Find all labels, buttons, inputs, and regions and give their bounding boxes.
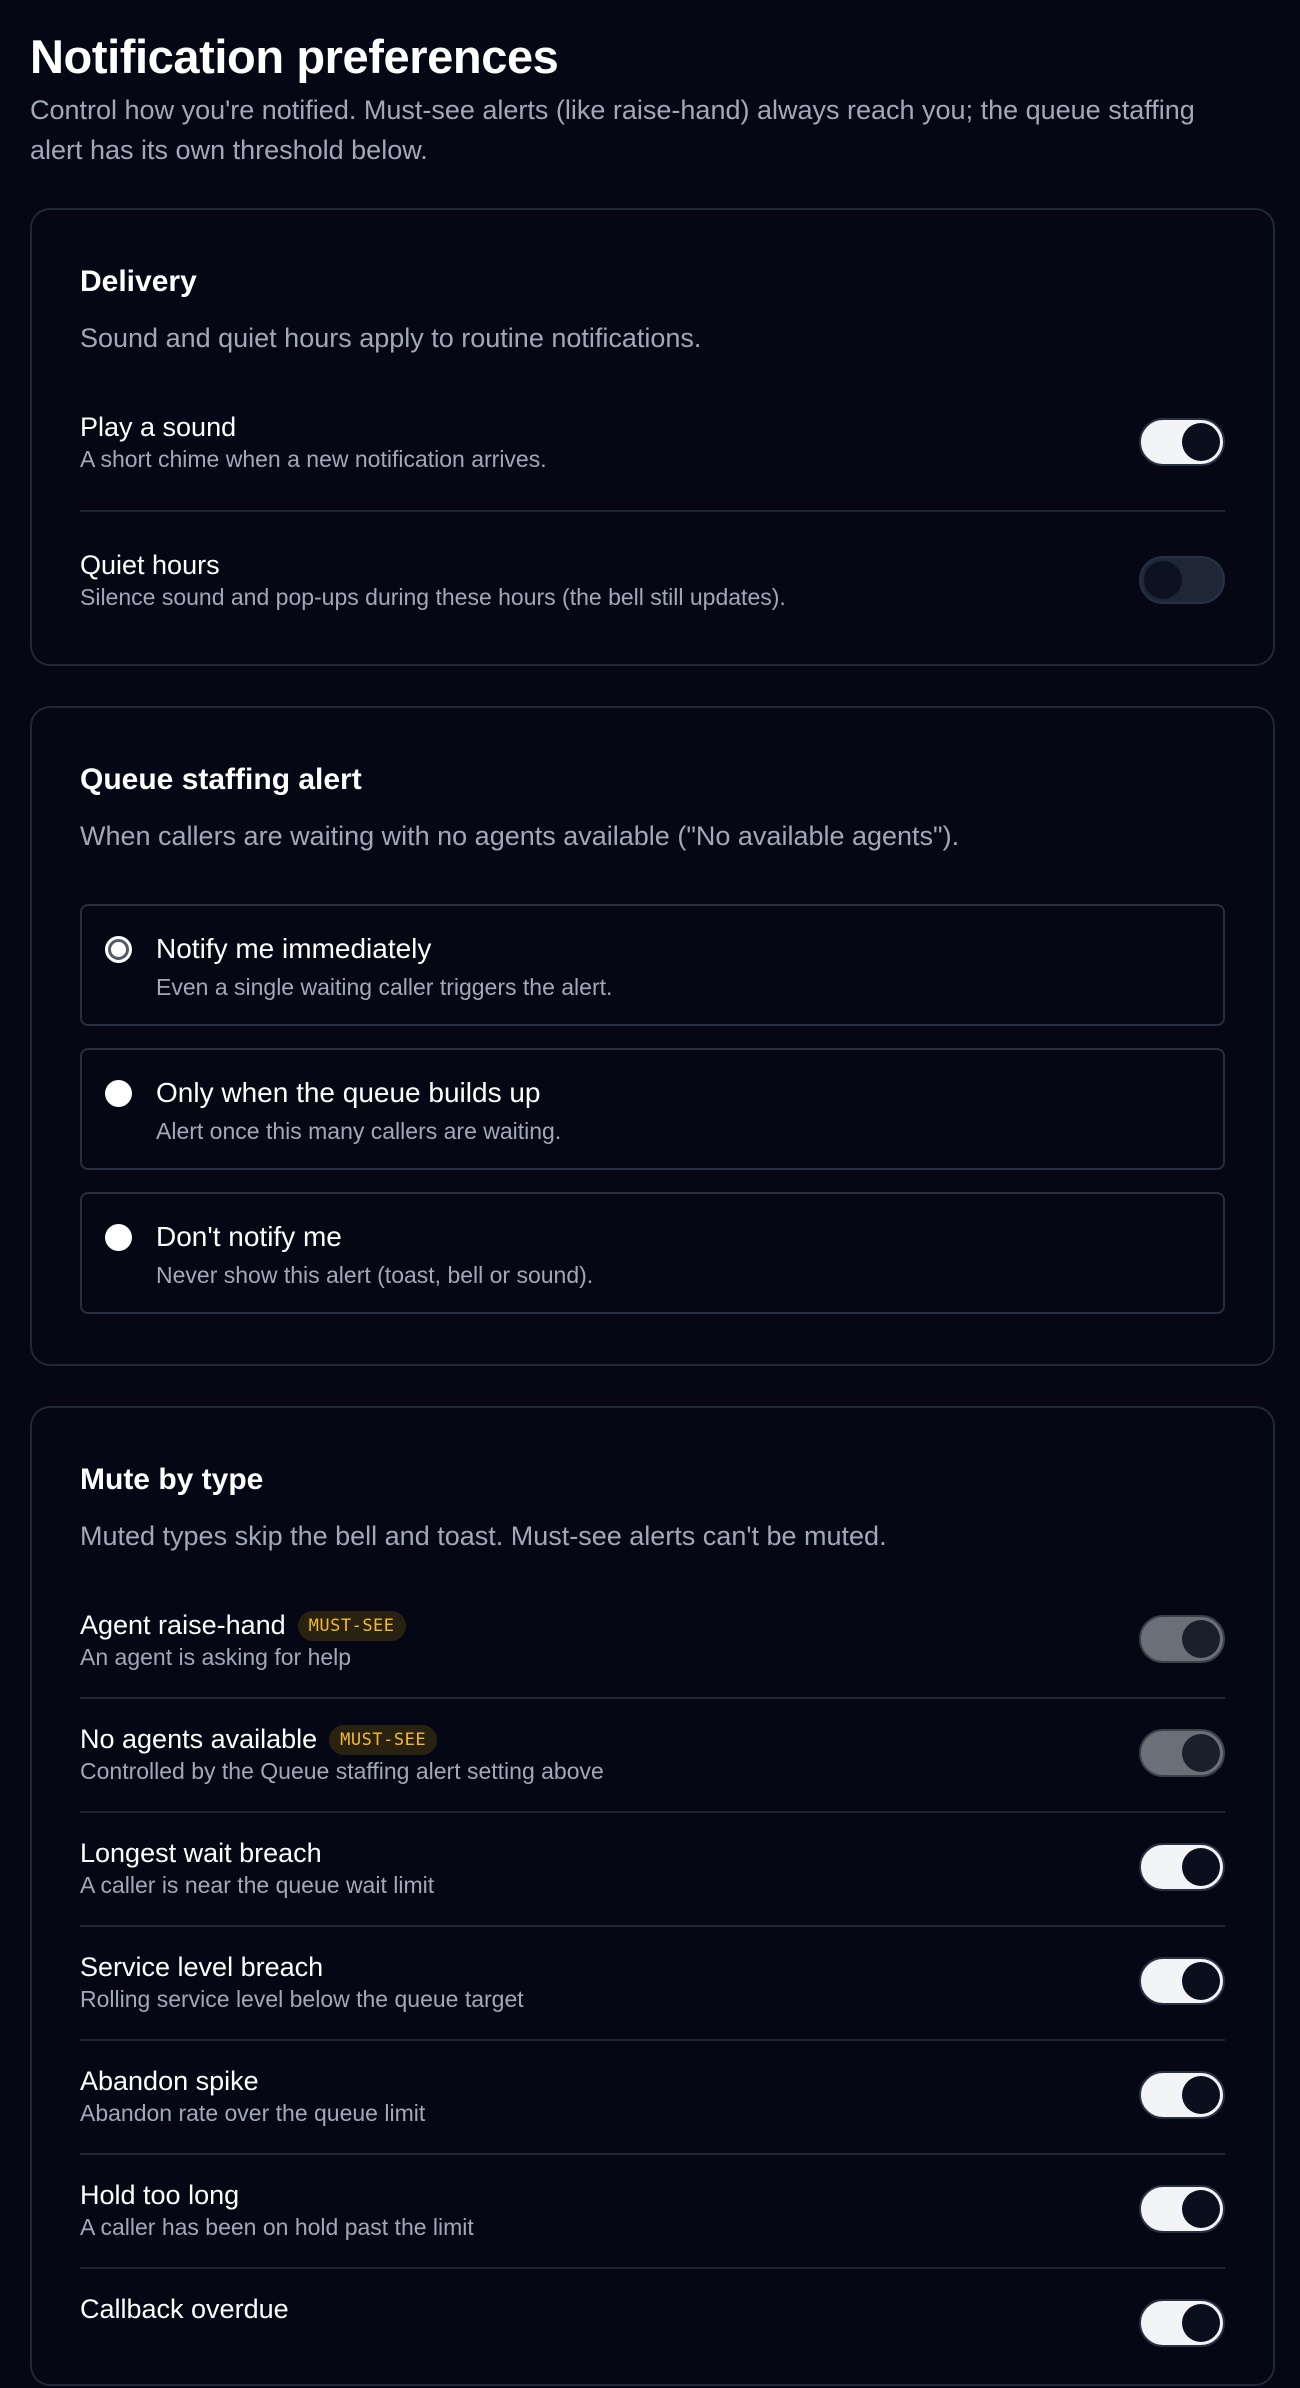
toggle-knob [1182, 1620, 1220, 1658]
divider [80, 2039, 1225, 2041]
queue-alert-option-builds-up[interactable] [80, 1048, 1225, 1170]
play-sound-toggle[interactable] [1139, 418, 1225, 466]
delivery-card [30, 208, 1275, 666]
toggle-knob [1182, 2076, 1220, 2114]
queue-alert-description: When callers are waiting with no agents available ("No available agents"). [80, 821, 960, 851]
delivery-title: Delivery [80, 265, 197, 298]
radio-icon[interactable] [105, 1080, 132, 1107]
setting-description: Silence sound and pop-ups during these hours (the bell still updates). [80, 584, 786, 610]
queue-staffing-alert-card [30, 706, 1275, 1366]
option-title: Notify me immediately [156, 933, 432, 964]
toggle-knob [1182, 1848, 1220, 1886]
longest-wait-breach-toggle[interactable] [1139, 1843, 1225, 1891]
mute-item-description: An agent is asking for help [80, 1644, 352, 1670]
mute-item-title: Longest wait breach [80, 1838, 322, 1868]
queue-alert-title: Queue staffing alert [80, 763, 362, 796]
agent-raise-hand-toggle[interactable] [1139, 1615, 1225, 1663]
mute-item-title: Abandon spike [80, 2066, 259, 2096]
radio-icon[interactable] [105, 1224, 132, 1251]
divider [80, 1697, 1225, 1699]
abandon-spike-toggle[interactable] [1139, 2071, 1225, 2119]
no-agents-available-toggle[interactable] [1139, 1729, 1225, 1777]
mute-item-description: Abandon rate over the queue limit [80, 2100, 426, 2126]
mute-item-description: Rolling service level below the queue target [80, 1986, 524, 2012]
mute-item-label: Agent raise-hand [80, 1610, 286, 1640]
page-title: Notification preferences [30, 30, 559, 83]
option-title: Don't notify me [156, 1221, 342, 1252]
setting-description: A short chime when a new notification arrives. [80, 446, 547, 472]
mute-row-abandon-spike [80, 2064, 1225, 2134]
mute-item-title: Callback overdue [80, 2294, 289, 2324]
mute-row-longest-wait-breach [80, 1836, 1225, 1906]
toggle-knob [1182, 1734, 1220, 1772]
divider [80, 1811, 1225, 1813]
toggle-knob [1182, 423, 1220, 461]
divider [80, 1925, 1225, 1927]
must-see-badge: MUST-SEE [329, 1725, 437, 1755]
mute-row-agent-raise-hand [80, 1608, 1225, 1678]
hold-too-long-toggle[interactable] [1139, 2185, 1225, 2233]
option-description: Never show this alert (toast, bell or sound). [156, 1262, 594, 1288]
mute-row-service-level-breach [80, 1950, 1225, 2020]
toggle-knob [1182, 2190, 1220, 2228]
toggle-knob [1182, 2304, 1220, 2342]
mute-item-label: No agents available [80, 1724, 318, 1754]
mute-item-description: A caller has been on hold past the limit [80, 2214, 474, 2240]
callback-overdue-toggle[interactable] [1139, 2299, 1225, 2347]
mute-row-callback-overdue [80, 2292, 1225, 2362]
delivery-description: Sound and quiet hours apply to routine notifications. [80, 323, 702, 353]
option-description: Even a single waiting caller triggers the alert. [156, 974, 613, 1000]
mute-title: Mute by type [80, 1463, 264, 1496]
toggle-knob [1144, 561, 1182, 599]
mute-description: Muted types skip the bell and toast. Must-see alerts can't be muted. [80, 1521, 887, 1551]
mute-item-title: Service level breach [80, 1952, 324, 1982]
setting-row-quiet-hours [80, 548, 1225, 628]
setting-row-play-sound [80, 410, 1225, 490]
queue-alert-option-dont-notify[interactable] [80, 1192, 1225, 1314]
quiet-hours-toggle[interactable] [1139, 556, 1225, 604]
page-subtitle: Control how you're notified. Must-see alerts (like raise-hand) always reach you; the queue staffing alert has its own threshold below. [30, 95, 1195, 165]
mute-by-type-card [30, 1406, 1275, 2386]
radio-selected-icon[interactable] [105, 936, 132, 963]
queue-alert-option-immediately[interactable] [80, 904, 1225, 1026]
setting-title: Quiet hours [80, 550, 220, 580]
mute-item-description: Controlled by the Queue staffing alert setting above [80, 1758, 604, 1784]
notification-preferences-page [30, 28, 1277, 170]
option-description: Alert once this many callers are waiting. [156, 1118, 562, 1144]
mute-item-title: Hold too long [80, 2180, 240, 2210]
mute-row-no-agents-available [80, 1722, 1225, 1792]
divider [80, 2267, 1225, 2269]
mute-item-title [80, 1722, 1225, 1756]
divider [80, 510, 1225, 512]
service-level-breach-toggle[interactable] [1139, 1957, 1225, 2005]
setting-title: Play a sound [80, 412, 237, 442]
toggle-knob [1182, 1962, 1220, 2000]
option-title: Only when the queue builds up [156, 1077, 541, 1108]
divider [80, 2153, 1225, 2155]
mute-row-hold-too-long [80, 2178, 1225, 2248]
must-see-badge: MUST-SEE [298, 1611, 406, 1641]
mute-item-description: A caller is near the queue wait limit [80, 1872, 435, 1898]
mute-item-title [80, 1608, 1225, 1642]
